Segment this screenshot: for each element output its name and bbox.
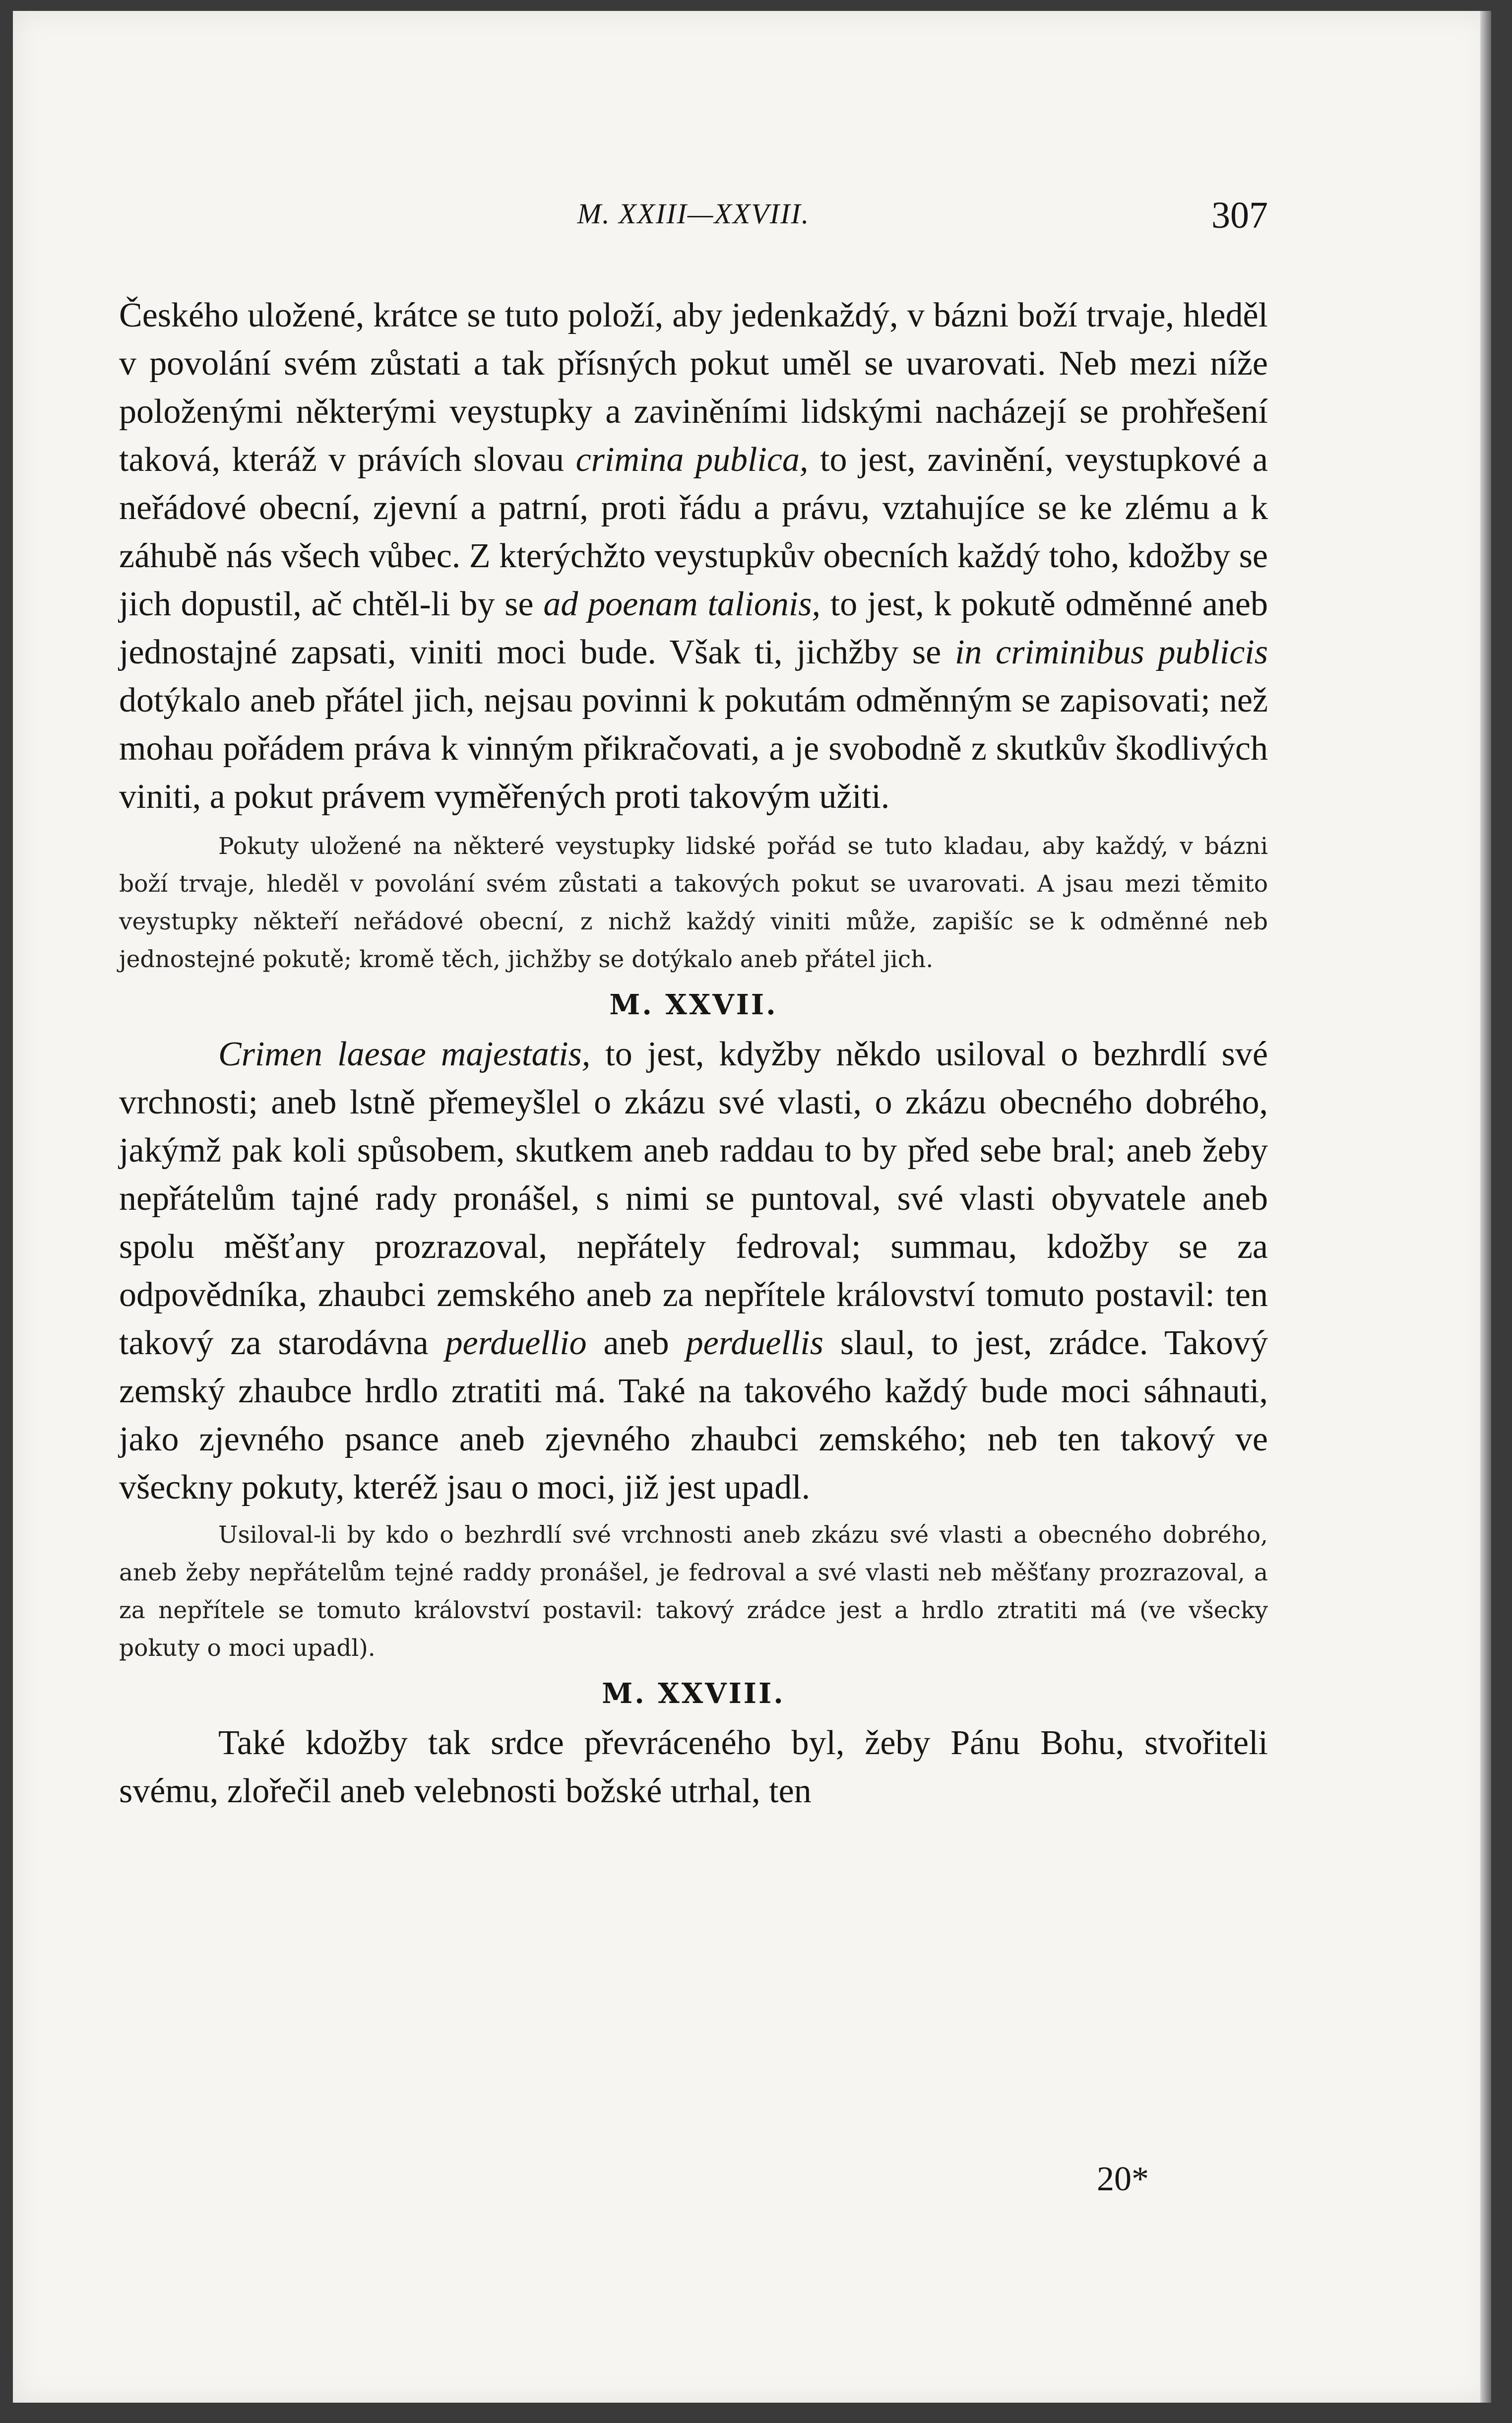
article-27-summary: Usiloval-li by kdo o bezhrdlí své vrchnosti aneb zkázu své vlasti a obecného dobrého, aneb žeby nepřátelům tejné raddy pronášel, je fedroval a své vlasti neb měšťany prozrazoval, a za nepřítele se tomuto království postavil: takový zrádce jest a hrdlo ztratiti má (ve všecky pokuty o moci upadl). <box>119 1521 1268 1662</box>
latin-term: perduellis <box>686 1324 823 1362</box>
article-26-summary: Pokuty uložené na některé veystupky lidské pořád se tuto kladau, aby každý, v bázni boží trvaje, hleděl v povolání svém zůstati a takových pokut se uvarovati. A jsau mezi těmito veystupky někteří neřádové obecní, z nichž každý viniti může, zapišíc se k odměnné neb jednostejné pokutě; kromě těch, jichžby se dotýkalo aneb přátel jich. <box>119 833 1268 973</box>
article-27-heading: M. XXVII. <box>609 988 778 1021</box>
page-edge-shadow <box>1480 11 1491 2403</box>
page-number: 307 <box>1211 195 1268 236</box>
article-28-heading: M. XXVIII. <box>602 1677 785 1710</box>
text-run: to jest, zavinění, veystupkové a neřádové obecní, zjevní a patrní, proti řádu a právu, vztahujíce se ke zlému a k záhubě nás všech vůbec. Z kterýchžto veystupkův obecních každý toho, kdožby se jich dopustil, ač chtěl-li by se <box>119 441 1268 623</box>
text-run: to jest, k pokutě odměnné aneb jednostajné zapsati, viniti moci bude. Však ti, jichžby se <box>119 585 1268 671</box>
latin-term: in criminibus publicis <box>954 633 1268 671</box>
text-run: dotýkalo aneb přátel jich, nejsau povinni k pokutám odměnným se zapisovati; než mohau pořádem práva k vinným přikračovati, a je svobodně z skutkův škodlivých viniti, a pokut právem vyměřených proti takovým užiti. <box>119 681 1268 816</box>
text-run: aneb <box>586 1324 686 1362</box>
running-head <box>119 197 1268 247</box>
body-text <box>119 291 1268 1815</box>
text-run: slaul, to jest, zrádce. Takový zemský zhaubce hrdlo ztratiti má. Také na takového každý bude moci sáhnauti, jako zjevného psance aneb zjevného zhaubci zemského; neb ten takový ve všeckny pokuty, kteréž jsau o moci, již jest upadl. <box>119 1324 1268 1506</box>
latin-term: perduellio <box>445 1324 587 1362</box>
article-27-text <box>119 1030 1268 1511</box>
latin-term: Crimen laesae majestatis, <box>218 1035 591 1073</box>
latin-term: crimina publica, <box>575 441 809 479</box>
text-run: Českého uložené, krátce se tuto položí, aby jedenkaždý, v bázni boží trvaje, hleděl v povolání svém zůstati a tak přísných pokut uměl se uvarovati. Neb mezi níže položenými některými veystupky a zaviněními lidskými nacházejí se prohřešení taková, kteráž v právích slovau <box>119 296 1268 479</box>
article-26-continuation <box>119 291 1268 821</box>
running-title: M. XXIII—XXVIII. <box>577 197 810 230</box>
latin-term: ad poenam talionis, <box>543 585 821 623</box>
book-page <box>13 11 1491 2403</box>
article-28-text: Také kdožby tak srdce převráceného byl, žeby Pánu Bohu, stvořiteli svému, zlořečil aneb velebnosti božské utrhal, ten <box>119 1724 1268 1810</box>
text-run: to jest, kdyžby někdo usiloval o bezhrdlí své vrchnosti; aneb lstně přemeyšlel o zkázu své vlasti, o zkázu obecného dobrého, jakýmž pak koli spůsobem, skutkem aneb raddau to by před sebe bral; aneb žeby nepřátelům tajné rady pronášel, s nimi se puntoval, své vlasti obyvatele aneb spolu měšťany prozrazoval, nepřátely fedroval; summau, kdožby se za odpovědníka, zhaubci zemského aneb za nepřítele království tomuto postavil: ten takový za starodávna <box>119 1035 1268 1362</box>
printer-signature: 20* <box>1097 2160 1149 2198</box>
